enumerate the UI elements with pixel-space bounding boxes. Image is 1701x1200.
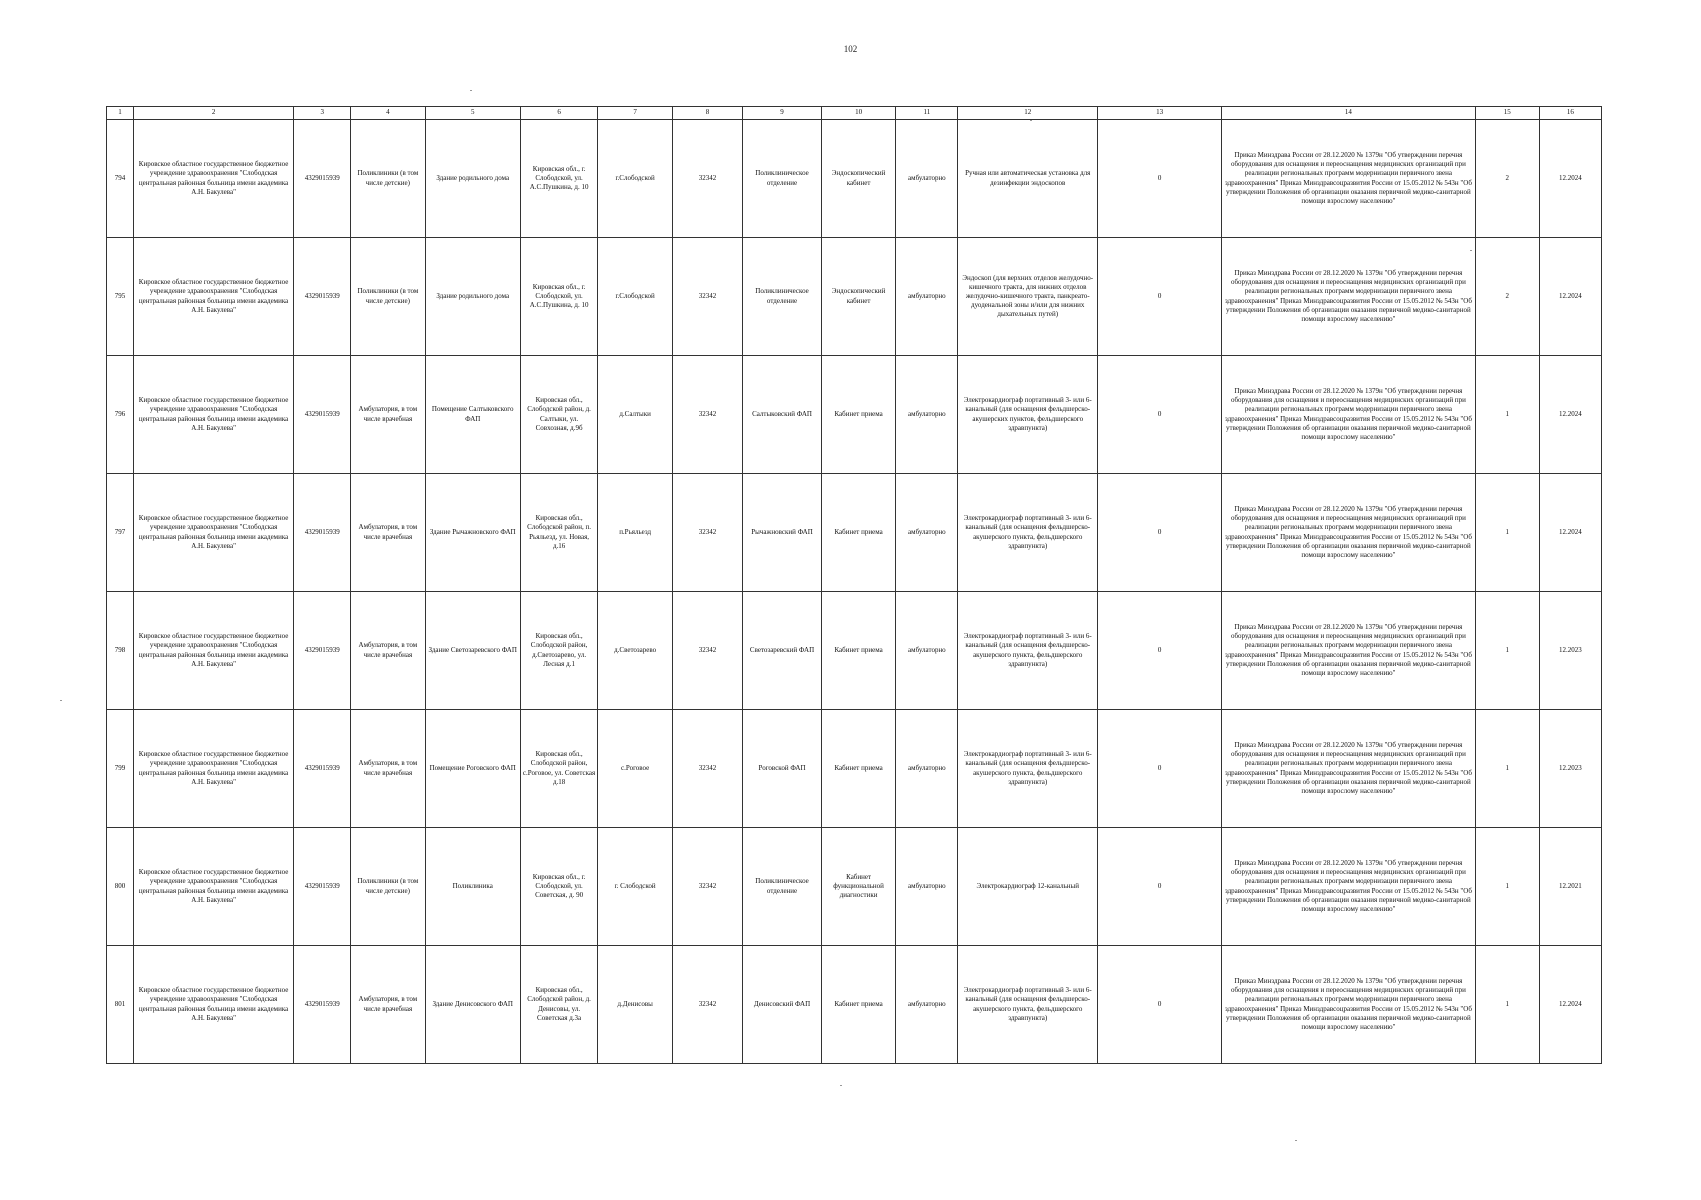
department: Салтыковский ФАП <box>743 356 822 474</box>
building: Помещение Роговского ФАП <box>425 710 520 828</box>
code: 32342 <box>672 828 742 946</box>
quantity: 1 <box>1475 474 1539 592</box>
inn: 4329015939 <box>294 828 351 946</box>
organization-name: Кировское областное государственное бюджетное учреждение здравоохранения "Слободская центральная районная больница имени академика А.Н. Бакулева" <box>133 710 293 828</box>
locality: д.Салтыки <box>598 356 672 474</box>
column-number: 9 <box>743 107 822 120</box>
equipment: Электрокардиограф 12-канальный <box>958 828 1098 946</box>
address: Кировская обл., г. Слободской, ул. Советская, д. 90 <box>520 828 598 946</box>
equipment: Электрокардиограф портативный 3- или 6-канальный (для оснащения фельдшерско-акушерского пункта, фельдшерского здравпункта) <box>958 946 1098 1064</box>
locality: г.Слободской <box>598 120 672 238</box>
organization-name: Кировское областное государственное бюджетное учреждение здравоохранения "Слободская центральная районная больница имени академика А.Н. Бакулева" <box>133 356 293 474</box>
equipment: Электрокардиограф портативный 3- или 6-канальный (для оснащения фельдшерско-акушерского пункта, фельдшерского здравпункта) <box>958 592 1098 710</box>
department: Светозаревский ФАП <box>743 592 822 710</box>
inn: 4329015939 <box>294 946 351 1064</box>
code: 32342 <box>672 356 742 474</box>
locality: п.Рьяльезд <box>598 474 672 592</box>
legal-basis: Приказ Минздрава России от 28.12.2020 № 1379н "Об утверждении перечня оборудования для оснащения и переоснащения медицинских организаций при реализации региональных программ модернизации первичного звена здравоохранения" Приказ Минздравсоцразвития России от 15.05.2012 № 543н "Об утверждении Положения об организации оказания первичной медико-санитарной помощи взрослому населению" <box>1222 946 1475 1064</box>
table-row <box>107 120 1602 238</box>
column-number: 2 <box>133 107 293 120</box>
organization-name: Кировское областное государственное бюджетное учреждение здравоохранения "Слободская центральная районная больница имени академика А.Н. Бакулева" <box>133 828 293 946</box>
quantity: 1 <box>1475 356 1539 474</box>
row-number: 797 <box>107 474 134 592</box>
column-13-value: 0 <box>1098 356 1222 474</box>
due-date: 12.2024 <box>1539 120 1601 238</box>
locality: д.Денисовы <box>598 946 672 1064</box>
inn: 4329015939 <box>294 120 351 238</box>
organization-name: Кировское областное государственное бюджетное учреждение здравоохранения "Слободская центральная районная больница имени академика А.Н. Бакулева" <box>133 238 293 356</box>
scan-speck <box>1030 120 1032 121</box>
code: 32342 <box>672 710 742 828</box>
scan-speck <box>470 90 472 91</box>
care-mode: амбулаторно <box>896 592 958 710</box>
facility-type: Амбулатория, в том числе врачебная <box>351 356 425 474</box>
column-number-row <box>107 107 1602 120</box>
building: Здание Рычажновского ФАП <box>425 474 520 592</box>
quantity: 1 <box>1475 710 1539 828</box>
column-number: 6 <box>520 107 598 120</box>
due-date: 12.2021 <box>1539 828 1601 946</box>
due-date: 12.2024 <box>1539 474 1601 592</box>
inn: 4329015939 <box>294 238 351 356</box>
room: Кабинет приема <box>821 592 895 710</box>
address: Кировская обл., г. Слободской, ул. А.С.Пушкина, д. 10 <box>520 120 598 238</box>
quantity: 2 <box>1475 238 1539 356</box>
care-mode: амбулаторно <box>896 356 958 474</box>
legal-basis: Приказ Минздрава России от 28.12.2020 № 1379н "Об утверждении перечня оборудования для оснащения и переоснащения медицинских организаций при реализации региональных программ модернизации первичного звена здравоохранения" Приказ Минздравсоцразвития России от 15.05.2012 № 543н "Об утверждении Положения об организации оказания первичной медико-санитарной помощи взрослому населению" <box>1222 356 1475 474</box>
building: Помещение Салтыковского ФАП <box>425 356 520 474</box>
column-number: 7 <box>598 107 672 120</box>
row-number: 794 <box>107 120 134 238</box>
care-mode: амбулаторно <box>896 238 958 356</box>
legal-basis: Приказ Минздрава России от 28.12.2020 № 1379н "Об утверждении перечня оборудования для оснащения и переоснащения медицинских организаций при реализации региональных программ модернизации первичного звена здравоохранения" Приказ Минздравсоцразвития России от 15.05.2012 № 543н "Об утверждении Положения об организации оказания первичной медико-санитарной помощи взрослому населению" <box>1222 474 1475 592</box>
table-row <box>107 592 1602 710</box>
code: 32342 <box>672 946 742 1064</box>
row-number: 799 <box>107 710 134 828</box>
care-mode: амбулаторно <box>896 710 958 828</box>
column-13-value: 0 <box>1098 710 1222 828</box>
scan-speck <box>60 700 62 701</box>
due-date: 12.2023 <box>1539 710 1601 828</box>
equipment: Электрокардиограф портативный 3- или 6-канальный (для оснащения фельдшерско-акушерских пунктов, фельдшерского здравпункта) <box>958 356 1098 474</box>
equipment: Электрокардиограф портативный 3- или 6-канальный (для оснащения фельдшерско-акушерского пункта, фельдшерского здравпункта) <box>958 710 1098 828</box>
column-13-value: 0 <box>1098 946 1222 1064</box>
legal-basis: Приказ Минздрава России от 28.12.2020 № 1379н "Об утверждении перечня оборудования для оснащения и переоснащения медицинских организаций при реализации региональных программ модернизации первичного звена здравоохранения" Приказ Минздравсоцразвития России от 15.05.2012 № 543н "Об утверждении Положения об организации оказания первичной медико-санитарной помощи взрослому населению" <box>1222 120 1475 238</box>
inn: 4329015939 <box>294 710 351 828</box>
locality: с.Роговое <box>598 710 672 828</box>
address: Кировская обл., Слободской район, п. Рьяльезд, ул. Новая, д.16 <box>520 474 598 592</box>
care-mode: амбулаторно <box>896 474 958 592</box>
column-13-value: 0 <box>1098 474 1222 592</box>
equipment: Электрокардиограф портативный 3- или 6-канальный (для оснащения фельдшерско-акушерского пункта, фельдшерского здравпункта) <box>958 474 1098 592</box>
room: Кабинет приема <box>821 356 895 474</box>
address: Кировская обл., Слободской район, д. Денисовы, ул. Советская д.3а <box>520 946 598 1064</box>
department: Поликлиническое отделение <box>743 120 822 238</box>
column-13-value: 0 <box>1098 592 1222 710</box>
page-number: 102 <box>843 44 858 54</box>
facility-type: Амбулатория, в том числе врачебная <box>351 592 425 710</box>
code: 32342 <box>672 474 742 592</box>
department: Рычажновский ФАП <box>743 474 822 592</box>
legal-basis: Приказ Минздрава России от 28.12.2020 № 1379н "Об утверждении перечня оборудования для оснащения и переоснащения медицинских организаций при реализации региональных программ модернизации первичного звена здравоохранения" Приказ Минздравсоцразвития России от 15.05.2012 № 543н "Об утверждении Положения об организации оказания первичной медико-санитарной помощи взрослому населению" <box>1222 710 1475 828</box>
row-number: 798 <box>107 592 134 710</box>
care-mode: амбулаторно <box>896 946 958 1064</box>
address: Кировская обл., Слободской район, с.Роговое, ул. Советская д.18 <box>520 710 598 828</box>
organization-name: Кировское областное государственное бюджетное учреждение здравоохранения "Слободская центральная районная больница имени академика А.Н. Бакулева" <box>133 592 293 710</box>
due-date: 12.2024 <box>1539 946 1601 1064</box>
address: Кировская обл., г. Слободской, ул. А.С.Пушкина, д. 10 <box>520 238 598 356</box>
equipment-table <box>106 106 1602 1064</box>
equipment: Эндоскоп (для верхних отделов желудочно-кишечного тракта, для нижних отделов желудочно-кишечного тракта, панкреато-дуоденальной зоны и/или для нижних дыхательных путей) <box>958 238 1098 356</box>
column-number: 5 <box>425 107 520 120</box>
inn: 4329015939 <box>294 474 351 592</box>
facility-type: Поликлиники (в том числе детские) <box>351 120 425 238</box>
organization-name: Кировское областное государственное бюджетное учреждение здравоохранения "Слободская центральная районная больница имени академика А.Н. Бакулева" <box>133 474 293 592</box>
organization-name: Кировское областное государственное бюджетное учреждение здравоохранения "Слободская центральная районная больница имени академика А.Н. Бакулева" <box>133 120 293 238</box>
scan-speck <box>1295 1140 1297 1141</box>
column-13-value: 0 <box>1098 238 1222 356</box>
inn: 4329015939 <box>294 592 351 710</box>
column-number: 12 <box>958 107 1098 120</box>
table-row <box>107 238 1602 356</box>
department: Поликлиническое отделение <box>743 238 822 356</box>
row-number: 796 <box>107 356 134 474</box>
legal-basis: Приказ Минздрава России от 28.12.2020 № 1379н "Об утверждении перечня оборудования для оснащения и переоснащения медицинских организаций при реализации региональных программ модернизации первичного звена здравоохранения" Приказ Минздравсоцразвития России от 15.05.2012 № 543н "Об утверждении Положения об организации оказания первичной медико-санитарной помощи взрослому населению" <box>1222 828 1475 946</box>
column-number: 11 <box>896 107 958 120</box>
care-mode: амбулаторно <box>896 120 958 238</box>
quantity: 1 <box>1475 828 1539 946</box>
care-mode: амбулаторно <box>896 828 958 946</box>
facility-type: Амбулатория, в том числе врачебная <box>351 710 425 828</box>
row-number: 801 <box>107 946 134 1064</box>
locality: г.Слободской <box>598 238 672 356</box>
facility-type: Амбулатория, в том числе врачебная <box>351 474 425 592</box>
department: Поликлиническое отделение <box>743 828 822 946</box>
code: 32342 <box>672 592 742 710</box>
room: Эндоскопический кабинет <box>821 120 895 238</box>
locality: д.Светозарево <box>598 592 672 710</box>
column-number: 8 <box>672 107 742 120</box>
column-number: 16 <box>1539 107 1601 120</box>
building: Здание Денисовского ФАП <box>425 946 520 1064</box>
legal-basis: Приказ Минздрава России от 28.12.2020 № 1379н "Об утверждении перечня оборудования для оснащения и переоснащения медицинских организаций при реализации региональных программ модернизации первичного звена здравоохранения" Приказ Минздравсоцразвития России от 15.05.2012 № 543н "Об утверждении Положения об организации оказания первичной медико-санитарной помощи взрослому населению" <box>1222 592 1475 710</box>
code: 32342 <box>672 238 742 356</box>
column-number: 13 <box>1098 107 1222 120</box>
organization-name: Кировское областное государственное бюджетное учреждение здравоохранения "Слободская центральная районная больница имени академика А.Н. Бакулева" <box>133 946 293 1064</box>
inn: 4329015939 <box>294 356 351 474</box>
column-number: 10 <box>821 107 895 120</box>
department: Роговской ФАП <box>743 710 822 828</box>
room: Кабинет функциональной диагностики <box>821 828 895 946</box>
due-date: 12.2023 <box>1539 592 1601 710</box>
row-number: 800 <box>107 828 134 946</box>
room: Эндоскопический кабинет <box>821 238 895 356</box>
facility-type: Амбулатория, в том числе врачебная <box>351 946 425 1064</box>
building: Поликлиника <box>425 828 520 946</box>
quantity: 1 <box>1475 592 1539 710</box>
quantity: 1 <box>1475 946 1539 1064</box>
due-date: 12.2024 <box>1539 356 1601 474</box>
locality: г. Слободской <box>598 828 672 946</box>
table-row <box>107 828 1602 946</box>
room: Кабинет приема <box>821 710 895 828</box>
facility-type: Поликлиники (в том числе детские) <box>351 828 425 946</box>
code: 32342 <box>672 120 742 238</box>
room: Кабинет приема <box>821 474 895 592</box>
column-number: 1 <box>107 107 134 120</box>
department: Денисовский ФАП <box>743 946 822 1064</box>
row-number: 795 <box>107 238 134 356</box>
column-number: 15 <box>1475 107 1539 120</box>
building: Здание родильного дома <box>425 238 520 356</box>
address: Кировская обл., Слободской район, д. Салтыки, ул. Совхозная, д.9б <box>520 356 598 474</box>
due-date: 12.2024 <box>1539 238 1601 356</box>
table-row <box>107 710 1602 828</box>
legal-basis: Приказ Минздрава России от 28.12.2020 № 1379н "Об утверждении перечня оборудования для оснащения и переоснащения медицинских организаций при реализации региональных программ модернизации первичного звена здравоохранения" Приказ Минздравсоцразвития России от 15.05.2012 № 543н "Об утверждении Положения об организации оказания первичной медико-санитарной помощи взрослому населению" <box>1222 238 1475 356</box>
address: Кировская обл., Слободской район, д.Светозарево, ул. Лесная д.1 <box>520 592 598 710</box>
room: Кабинет приема <box>821 946 895 1064</box>
column-13-value: 0 <box>1098 120 1222 238</box>
table-row <box>107 946 1602 1064</box>
scan-speck <box>1470 250 1472 251</box>
scan-speck <box>840 1085 842 1086</box>
facility-type: Поликлиники (в том числе детские) <box>351 238 425 356</box>
quantity: 2 <box>1475 120 1539 238</box>
table-row <box>107 356 1602 474</box>
equipment: Ручная или автоматическая установка для дезинфекции эндоскопов <box>958 120 1098 238</box>
column-number: 14 <box>1222 107 1475 120</box>
building: Здание Светозаревского ФАП <box>425 592 520 710</box>
building: Здание родильного дома <box>425 120 520 238</box>
column-number: 3 <box>294 107 351 120</box>
column-number: 4 <box>351 107 425 120</box>
column-13-value: 0 <box>1098 828 1222 946</box>
table-row <box>107 474 1602 592</box>
